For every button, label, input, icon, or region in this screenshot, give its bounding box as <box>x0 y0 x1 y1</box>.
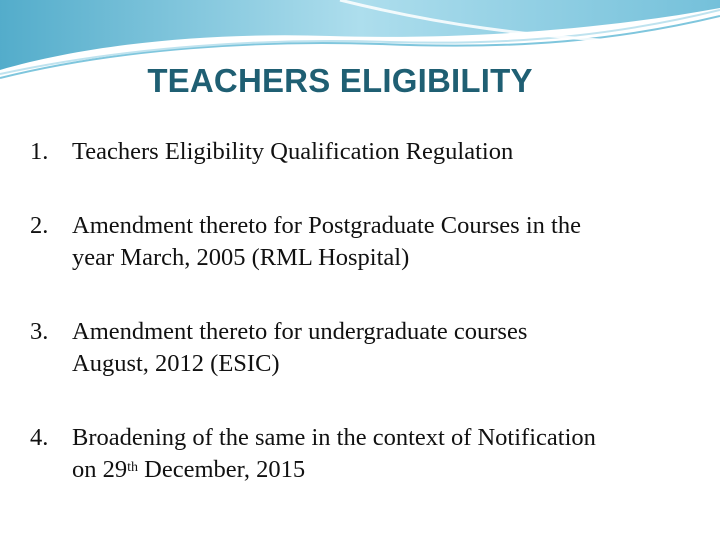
item-text-line-1: Broadening of the same in the context of Notification <box>72 424 596 451</box>
item-number: 4. <box>30 424 49 451</box>
list-item <box>30 316 700 380</box>
item-text-line-2: year March, 2005 (RML Hospital) <box>72 244 410 271</box>
date-suffix: December, 2015 <box>138 456 306 483</box>
date-prefix: on 29 <box>72 456 128 483</box>
item-text-line-1: Amendment thereto for Postgraduate Courses in the <box>72 212 581 239</box>
item-number: 3. <box>30 318 49 345</box>
slide-title: TEACHERS ELIGIBILITY <box>147 62 533 99</box>
item-text-line-2 <box>72 454 700 486</box>
item-number: 1. <box>30 138 49 165</box>
list-item <box>30 210 700 274</box>
eligibility-list <box>30 136 700 486</box>
list-item <box>30 422 700 486</box>
item-text-line-1: Amendment thereto for undergraduate courses <box>72 318 528 345</box>
item-text-line-2: August, 2012 (ESIC) <box>72 350 280 377</box>
ordinal-suffix: th <box>127 460 139 475</box>
item-number: 2. <box>30 212 49 239</box>
list-item <box>30 136 700 168</box>
item-text: Teachers Eligibility Qualification Regulation <box>72 138 514 165</box>
